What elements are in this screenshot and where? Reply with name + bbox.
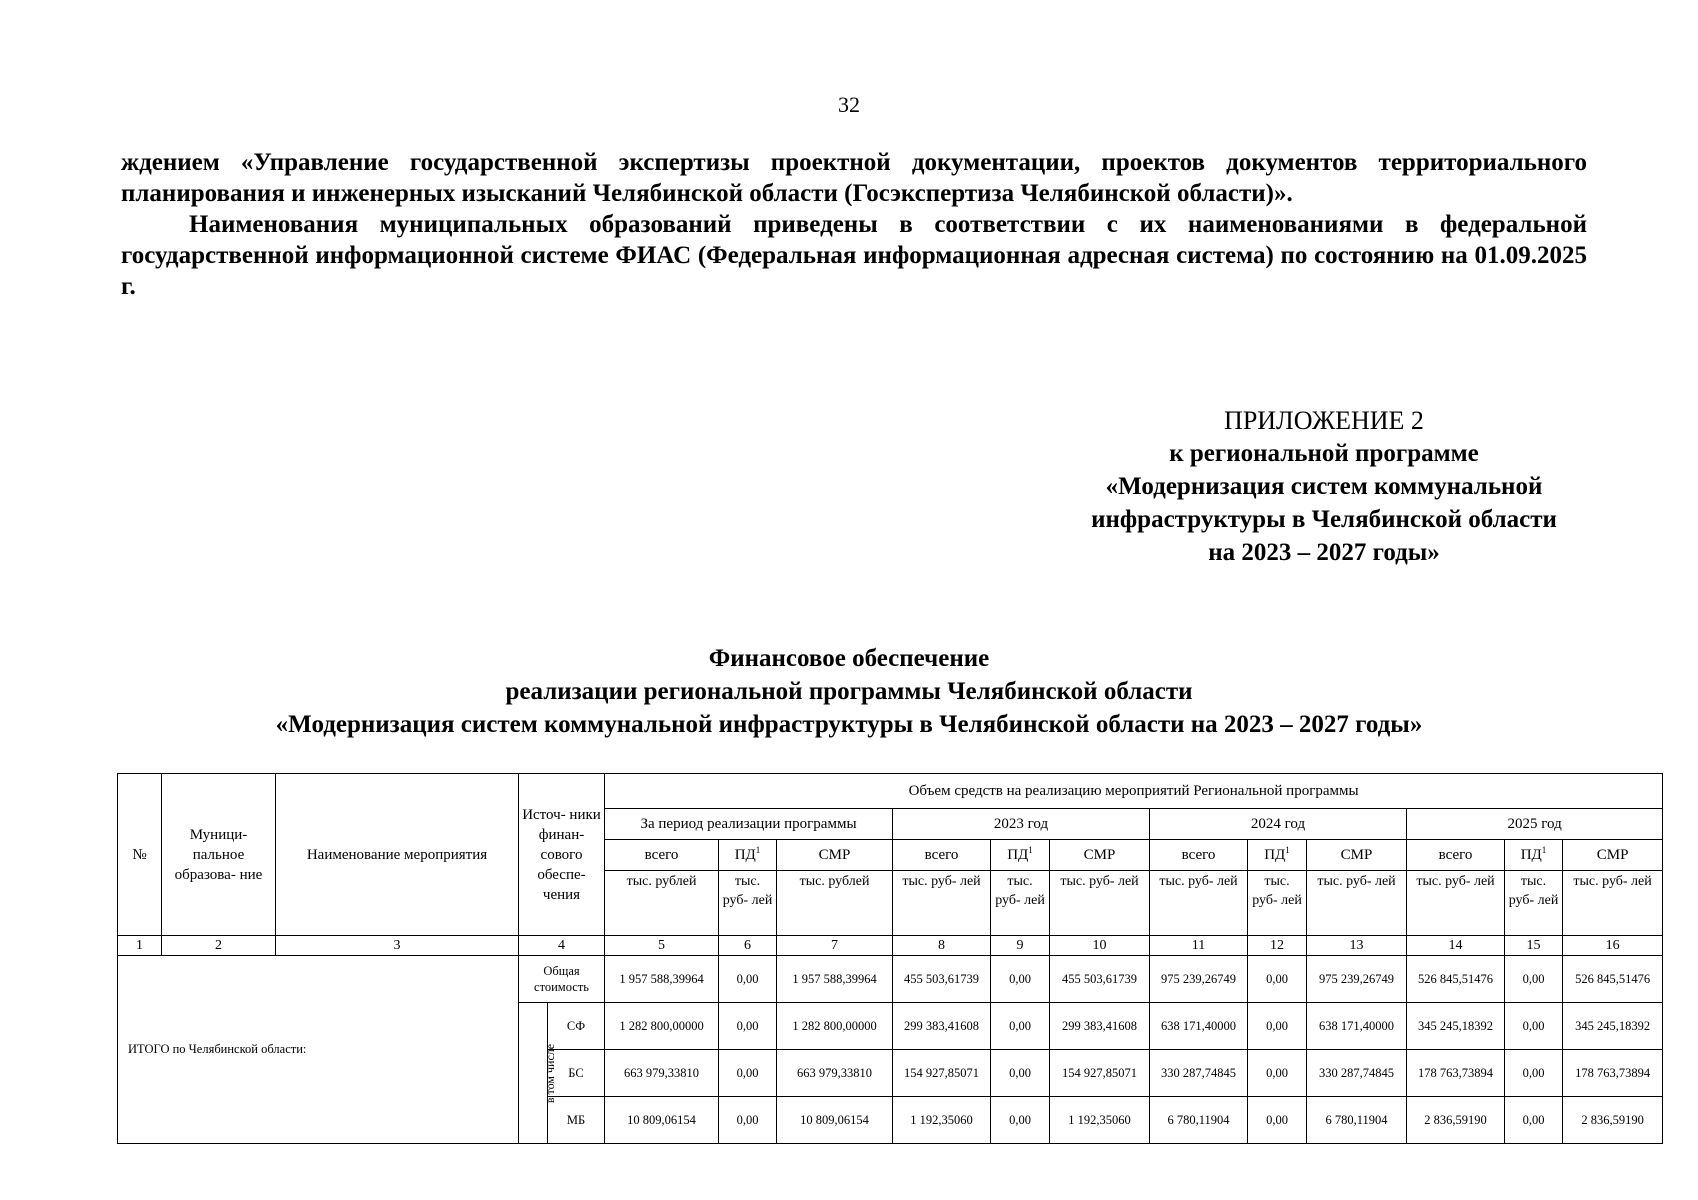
header-total: всего — [1150, 840, 1248, 871]
intro-text — [121, 147, 1587, 302]
value-cell: 1 957 588,39964 — [605, 956, 719, 1003]
appendix-line-3: инфраструктуры в Челябинской области — [1091, 506, 1557, 533]
header-unit: тыс. руб- лей — [893, 871, 991, 936]
value-cell: 178 763,73894 — [1563, 1050, 1663, 1097]
total-label: ИТОГО по Челябинской области: — [118, 956, 519, 1144]
value-cell: 178 763,73894 — [1407, 1050, 1505, 1097]
footnote-marker: 1 — [1541, 845, 1547, 855]
value-cell: 154 927,85071 — [1050, 1050, 1150, 1097]
value-cell: 0,00 — [991, 956, 1050, 1003]
footnote-marker: 1 — [755, 845, 761, 855]
heading-line-2: реализации региональной программы Челябинской области — [505, 678, 1193, 705]
col-number: 11 — [1150, 936, 1248, 956]
value-cell: 663 979,33810 — [605, 1050, 719, 1097]
header-total: всего — [893, 840, 991, 871]
source-cell: БС — [548, 1050, 605, 1097]
value-cell: 0,00 — [719, 956, 777, 1003]
value-cell: 1 282 800,00000 — [605, 1003, 719, 1050]
value-cell: 1 192,35060 — [1050, 1097, 1150, 1144]
source-cell: МБ — [548, 1097, 605, 1144]
header-year-2023: 2023 год — [893, 809, 1150, 840]
value-cell: 0,00 — [1248, 1050, 1307, 1097]
header-unit: тыс. руб- лей — [1505, 871, 1563, 936]
header-smr: СМР — [1563, 840, 1663, 871]
heading-line-1: Финансовое обеспечение — [708, 645, 990, 672]
appendix-title: ПРИЛОЖЕНИЕ 2 — [1224, 406, 1424, 435]
header-municipality: Муници- пальное образова- ние — [162, 774, 276, 936]
value-cell: 663 979,33810 — [777, 1050, 893, 1097]
col-number: 2 — [162, 936, 276, 956]
header-year-2025: 2025 год — [1407, 809, 1663, 840]
appendix-line-1: к региональной программе — [1169, 440, 1479, 467]
header-volume: Объем средств на реализацию мероприятий Региональной программы — [605, 774, 1663, 809]
header-unit: тыс. руб- лей — [1248, 871, 1307, 936]
header-unit: тыс. руб- лей — [991, 871, 1050, 936]
header-unit: тыс. руб- лей — [1050, 871, 1150, 936]
value-cell: 6 780,11904 — [1307, 1097, 1407, 1144]
heading-line-3: «Модернизация систем коммунальной инфраструктуры в Челябинской области на 2023 – 2027 годы» — [275, 711, 1423, 738]
col-number: 12 — [1248, 936, 1307, 956]
document-heading — [0, 642, 1698, 741]
source-cell: СФ — [548, 1003, 605, 1050]
value-cell: 0,00 — [991, 1097, 1050, 1144]
value-cell: 10 809,06154 — [605, 1097, 719, 1144]
value-cell: 638 171,40000 — [1150, 1003, 1248, 1050]
header-smr: СМР — [1307, 840, 1407, 871]
source-cell: Общая стоимость — [519, 956, 605, 1003]
value-cell: 975 239,26749 — [1150, 956, 1248, 1003]
appendix-line-4: на 2023 – 2027 годы» — [1208, 539, 1440, 566]
value-cell: 0,00 — [1248, 956, 1307, 1003]
value-cell: 638 171,40000 — [1307, 1003, 1407, 1050]
appendix-line-2: «Модернизация систем коммунальной — [1105, 473, 1543, 500]
value-cell: 0,00 — [719, 1050, 777, 1097]
header-unit: тыс. рублей — [777, 871, 893, 936]
header-unit: тыс. руб- лей — [719, 871, 777, 936]
header-unit: тыс. руб- лей — [1150, 871, 1248, 936]
col-number: 9 — [991, 936, 1050, 956]
col-number: 14 — [1407, 936, 1505, 956]
header-pd-label: ПД — [1007, 847, 1029, 863]
header-sources: Источ- ники финан- сового обеспе- чения — [519, 774, 605, 936]
footnote-marker: 1 — [1028, 845, 1033, 855]
value-cell: 975 239,26749 — [1307, 956, 1407, 1003]
header-pd-label: ПД — [734, 847, 756, 863]
header-unit: тыс. руб- лей — [1407, 871, 1505, 936]
value-cell: 10 809,06154 — [777, 1097, 893, 1144]
col-number: 1 — [118, 936, 162, 956]
value-cell: 0,00 — [991, 1003, 1050, 1050]
header-pd — [991, 840, 1050, 871]
value-cell: 1 192,35060 — [893, 1097, 991, 1144]
header-total: всего — [605, 840, 719, 871]
value-cell: 0,00 — [1505, 956, 1563, 1003]
value-cell: 1 957 588,39964 — [777, 956, 893, 1003]
header-pd-label: ПД — [1264, 847, 1286, 863]
table-row — [118, 956, 1663, 1003]
including-text: в том числе — [543, 1043, 558, 1103]
page-number: 32 — [838, 92, 860, 117]
including-label — [519, 1003, 558, 1144]
value-cell: 330 287,74845 — [1150, 1050, 1248, 1097]
value-cell: 2 836,59190 — [1563, 1097, 1663, 1144]
value-cell: 455 503,61739 — [1050, 956, 1150, 1003]
header-pd-label: ПД — [1520, 847, 1542, 863]
value-cell: 345 245,18392 — [1407, 1003, 1505, 1050]
value-cell: 0,00 — [1505, 1003, 1563, 1050]
col-number: 15 — [1505, 936, 1563, 956]
value-cell: 154 927,85071 — [893, 1050, 991, 1097]
col-number: 5 — [605, 936, 719, 956]
intro-paragraph-1: ждением «Управление государственной экспертизы проектной документации, проектов документов территориального планирования и инженерных изысканий Челябинской области (Госэкспертиза Челябинской области)». — [121, 149, 1587, 207]
value-cell: 299 383,41608 — [893, 1003, 991, 1050]
header-unit: тыс. руб- лей — [1307, 871, 1407, 936]
value-cell: 0,00 — [719, 1003, 777, 1050]
value-cell: 0,00 — [1505, 1050, 1563, 1097]
col-number: 4 — [519, 936, 605, 956]
header-num: № — [118, 774, 162, 936]
value-cell: 0,00 — [719, 1097, 777, 1144]
value-cell: 526 845,51476 — [1563, 956, 1663, 1003]
financing-table — [117, 773, 1663, 1144]
header-pd — [719, 840, 777, 871]
value-cell: 299 383,41608 — [1050, 1003, 1150, 1050]
header-pd — [1505, 840, 1563, 871]
value-cell: 6 780,11904 — [1150, 1097, 1248, 1144]
value-cell: 1 282 800,00000 — [777, 1003, 893, 1050]
header-period-total: За период реализации программы — [605, 809, 893, 840]
value-cell: 0,00 — [1248, 1003, 1307, 1050]
header-smr: СМР — [777, 840, 893, 871]
intro-paragraph-2: Наименования муниципальных образований приведены в соответствии с их наименованиями в федеральной государственной информационной системе ФИАС (Федеральная информационная адресная система) по состоянию на 01.09.2025 г. — [121, 211, 1587, 300]
value-cell: 330 287,74845 — [1307, 1050, 1407, 1097]
header-smr: СМР — [1050, 840, 1150, 871]
header-activity: Наименование мероприятия — [276, 774, 519, 936]
col-number: 3 — [276, 936, 519, 956]
footnote-marker: 1 — [1285, 845, 1290, 855]
col-number: 7 — [777, 936, 893, 956]
value-cell: 526 845,51476 — [1407, 956, 1505, 1003]
value-cell: 0,00 — [1505, 1097, 1563, 1144]
value-cell: 2 836,59190 — [1407, 1097, 1505, 1144]
header-pd — [1248, 840, 1307, 871]
appendix-header — [1064, 404, 1584, 569]
column-number-row — [118, 936, 1663, 956]
header-unit: тыс. руб- лей — [1563, 871, 1663, 936]
col-number: 13 — [1307, 936, 1407, 956]
header-total: всего — [1407, 840, 1505, 871]
value-cell: 0,00 — [1248, 1097, 1307, 1144]
value-cell: 0,00 — [991, 1050, 1050, 1097]
header-year-2024: 2024 год — [1150, 809, 1407, 840]
value-cell: 455 503,61739 — [893, 956, 991, 1003]
col-number: 10 — [1050, 936, 1150, 956]
header-unit: тыс. рублей — [605, 871, 719, 936]
col-number: 6 — [719, 936, 777, 956]
col-number: 8 — [893, 936, 991, 956]
value-cell: 345 245,18392 — [1563, 1003, 1663, 1050]
col-number: 16 — [1563, 936, 1663, 956]
